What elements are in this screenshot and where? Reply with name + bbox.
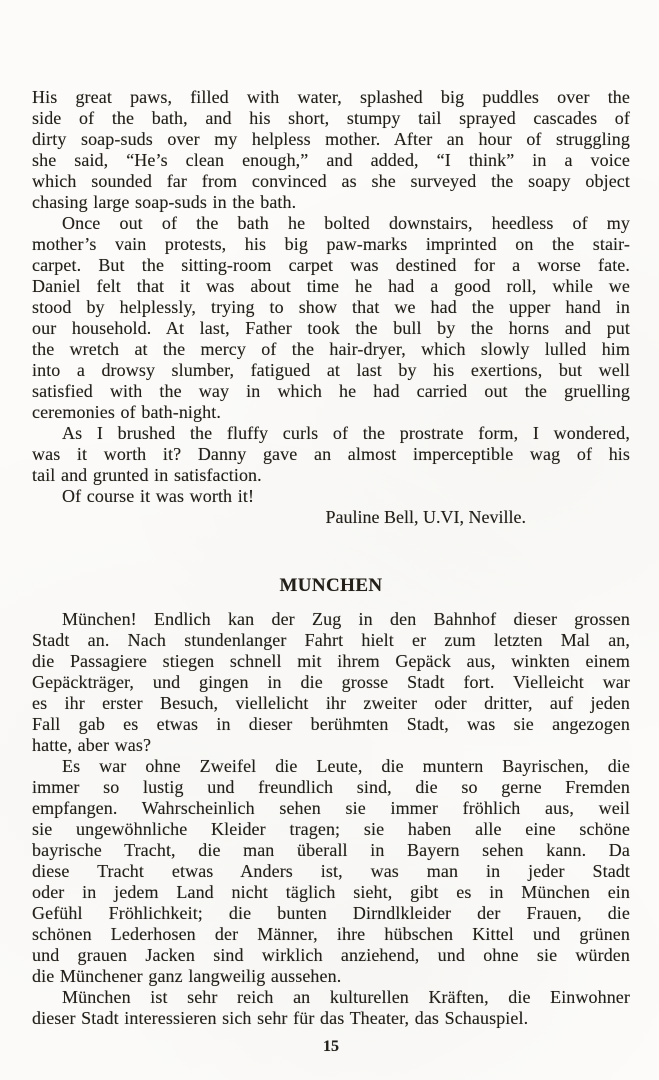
story-paragraphs bbox=[32, 87, 630, 507]
text-line: München ist sehr reich an kulturellen Kräften, die Einwohner bbox=[62, 987, 630, 1007]
paragraph bbox=[32, 756, 630, 987]
text-line: hatte, aber was? bbox=[32, 735, 152, 755]
text-line: the wretch at the mercy of the hair-dryer, which slowly lulled him bbox=[32, 339, 630, 359]
text-line: es ihr erster Besuch, viellelicht ihr zweiter oder dritter, auf jeden bbox=[32, 693, 630, 713]
text-line: Fall gab es etwas in dieser berühmten Stadt, was sie angezogen bbox=[32, 714, 630, 734]
paragraph bbox=[32, 987, 630, 1029]
text-line: chasing large soap-suds in the bath. bbox=[32, 192, 297, 212]
paragraph bbox=[32, 213, 630, 423]
text-line: Gepäckträger, und gingen in die grosse Stadt fort. Vielleicht war bbox=[32, 672, 630, 692]
text-line: sie ungewöhnliche Kleider tragen; sie haben alle eine schöne bbox=[32, 819, 630, 839]
text-line: was it worth it? Danny gave an almost imperceptible wag of his bbox=[32, 444, 630, 464]
text-line: into a drowsy slumber, fatigued at last by his exertions, but well bbox=[32, 360, 630, 380]
text-line: Once out of the bath he bolted downstairs, heedless of my bbox=[62, 213, 630, 233]
paragraph bbox=[32, 486, 630, 507]
text-line: carpet. But the sitting-room carpet was destined for a worse fate. bbox=[32, 255, 630, 275]
text-line: Gefühl Fröhlichkeit; die bunten Dirndlkleider der Frauen, die bbox=[32, 903, 630, 923]
text-line: empfangen. Wahrscheinlich sehen sie immer fröhlich aus, weil bbox=[32, 798, 630, 818]
text-line: satisfied with the way in which he had carried out the gruelling bbox=[32, 381, 630, 401]
page-number: 15 bbox=[323, 1038, 339, 1055]
text-line: die Passagiere stiegen schnell mit ihrem Gepäck aus, winkten einem bbox=[32, 651, 630, 671]
text-line: Stadt an. Nach stundenlanger Fahrt hielt er zum letzten Mal an, bbox=[32, 630, 630, 650]
story-section bbox=[32, 87, 630, 528]
page-footer bbox=[32, 1037, 630, 1057]
text-line: mother’s vain protests, his big paw-marks imprinted on the stair- bbox=[32, 234, 630, 254]
text-line: und grauen Jacken sind wirklich anziehend, und ohne sie würden bbox=[32, 945, 630, 965]
text-line: stood by helplessly, trying to show that we had the upper hand in bbox=[32, 297, 630, 317]
text-line: tail and grunted in satisfaction. bbox=[32, 465, 262, 485]
text-line: she said, “He’s clean enough,” and added, “I think” in a voice bbox=[32, 150, 630, 170]
paragraph bbox=[32, 87, 630, 213]
text-line: oder in jedem Land nicht täglich sieht, gibt es in München ein bbox=[32, 882, 630, 902]
text-line: schönen Lederhosen der Männer, ihre hübschen Kittel und grünen bbox=[32, 924, 630, 944]
text-line: Es war ohne Zweifel die Leute, die muntern Bayrischen, die bbox=[62, 756, 630, 776]
munchen-section bbox=[32, 575, 630, 1029]
text-line: die Münchener ganz langweilig aussehen. bbox=[32, 966, 342, 986]
text-line: Daniel felt that it was about time he had a good roll, while we bbox=[32, 276, 630, 296]
paragraph bbox=[32, 609, 630, 756]
text-line: bayrische Tracht, die man überall in Bayern sehen kann. Da bbox=[32, 840, 630, 860]
munchen-paragraphs bbox=[32, 609, 630, 1029]
text-line: side of the bath, and his short, stumpy tail sprayed cascades of bbox=[32, 108, 630, 128]
text-line: our household. At last, Father took the bull by the horns and put bbox=[32, 318, 630, 338]
text-line: immer so lustig und freundlich sind, die so gerne Fremden bbox=[32, 777, 630, 797]
text-line: München! Endlich kan der Zug in den Bahnhof dieser grossen bbox=[62, 609, 630, 629]
text-line: which sounded far from convinced as she surveyed the soapy object bbox=[32, 171, 630, 191]
text-line: dirty soap-suds over my helpless mother. After an hour of struggling bbox=[32, 129, 630, 149]
text-line: Of course it was worth it! bbox=[62, 486, 255, 506]
text-line: dieser Stadt interessieren sich sehr für das Theater, das Schauspiel. bbox=[32, 1008, 529, 1028]
paragraph bbox=[32, 423, 630, 486]
text-line: diese Tracht etwas Anders ist, was man in jeder Stadt bbox=[32, 861, 630, 881]
text-line: As I brushed the fluffy curls of the prostrate form, I wondered, bbox=[62, 423, 630, 443]
text-line: ceremonies of bath-night. bbox=[32, 402, 221, 422]
byline: Pauline Bell, U.VI, Neville. bbox=[325, 507, 526, 527]
text-line: His great paws, filled with water, splashed big puddles over the bbox=[32, 87, 630, 107]
section-heading: MUNCHEN bbox=[279, 575, 383, 596]
